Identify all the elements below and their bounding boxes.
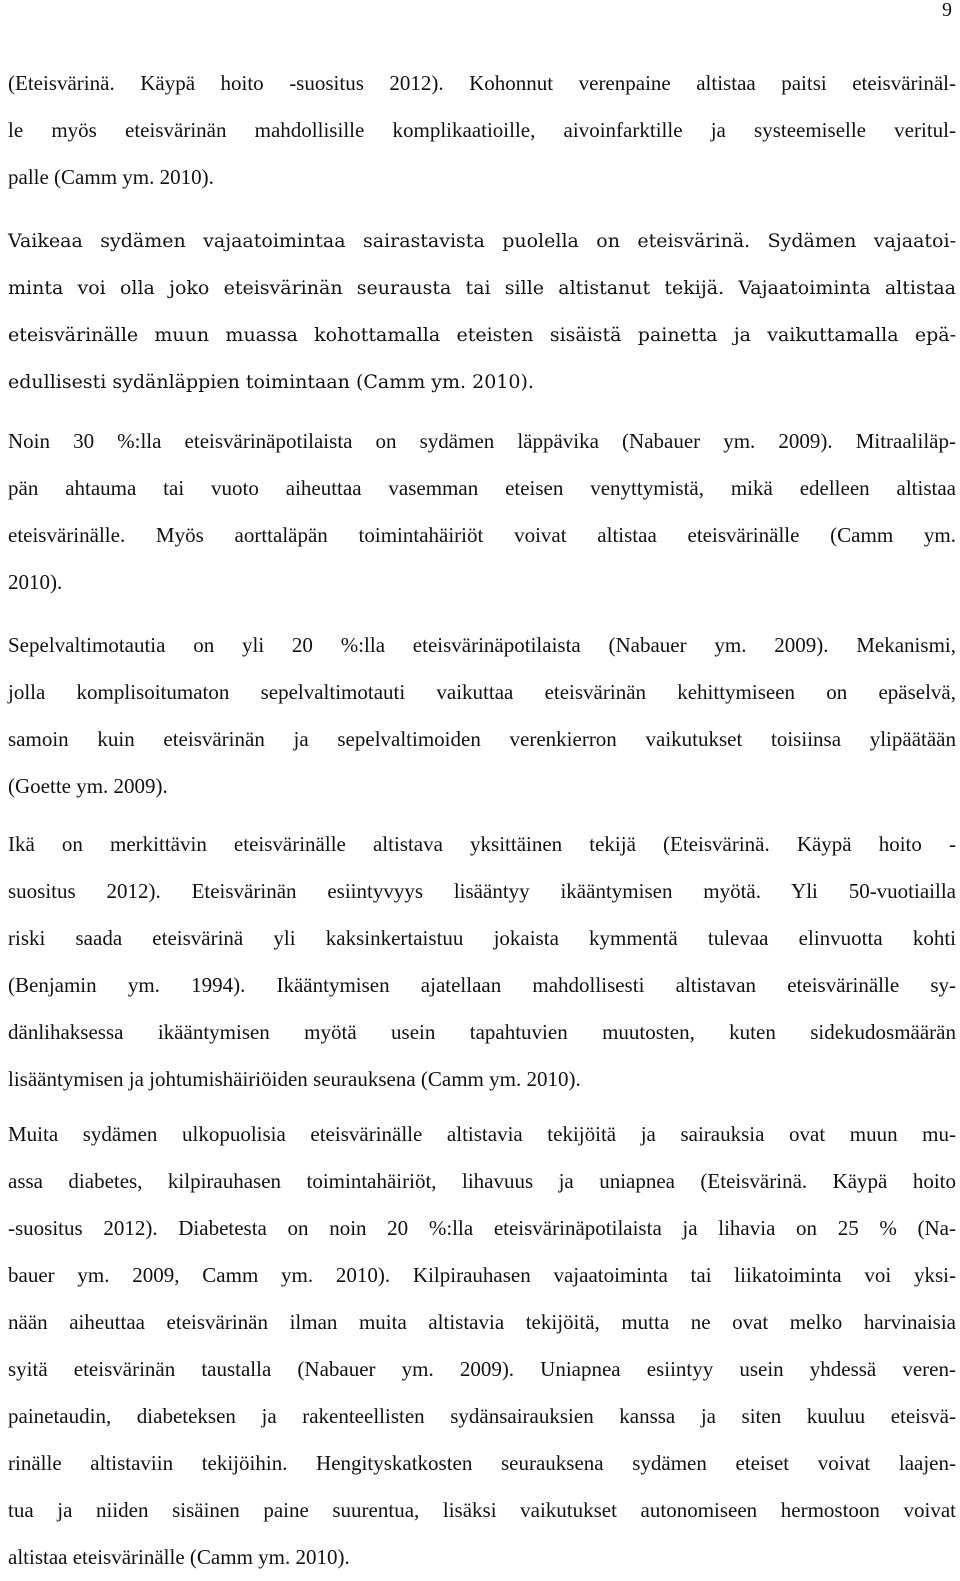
text-line: eteisvärinälle. Myös aorttaläpän toimintahäiriöt voivat altistaa eteisvärinälle (Camm ym. xyxy=(8,523,956,547)
text-line: tua ja niiden sisäinen paine suurentua, lisäksi vaikutukset autonomiseen hermostoon voivat xyxy=(8,1498,956,1522)
text-line: (Benjamin ym. 1994). Ikääntymisen ajatellaan mahdollisesti altistavan eteisvärinälle sy- xyxy=(8,973,956,997)
text-line: riski saada eteisvärinä yli kaksinkertaistuu jokaista kymmentä tulevaa elinvuotta kohti xyxy=(8,926,956,950)
text-line: samoin kuin eteisvärinän ja sepelvaltimoiden verenkierron vaikutukset toisiinsa ylipäätään xyxy=(8,727,956,751)
text-line: painetaudin, diabeteksen ja rakenteellisten sydänsairauksien kanssa ja siten kuuluu eteisvä- xyxy=(8,1404,956,1428)
text-line: pän ahtauma tai vuoto aiheuttaa vasemman eteisen venyttymistä, mikä edelleen altistaa xyxy=(8,476,956,500)
page-number: 9 xyxy=(942,0,952,21)
text-line: bauer ym. 2009, Camm ym. 2010). Kilpirauhasen vajaatoiminta tai liikatoiminta voi yksi- xyxy=(8,1263,956,1287)
text-line: Ikä on merkittävin eteisvärinälle altistava yksittäinen tekijä (Eteisvärinä. Käypä hoito - xyxy=(8,832,956,856)
text-line: minta voi olla joko eteisvärinän seurausta tai sille altistanut tekijä. Vajaatoiminta altistaa xyxy=(8,277,956,299)
paragraph-heart-failure xyxy=(8,218,956,406)
text-line: eteisvärinälle muun muassa kohottamalla eteisten sisäistä painetta ja vaikuttamalla epä- xyxy=(8,324,956,346)
text-line: Muita sydämen ulkopuolisia eteisvärinälle altistavia tekijöitä ja sairauksia ovat muun mu- xyxy=(8,1122,956,1146)
text-line: (Eteisvärinä. Käypä hoito -suositus 2012). Kohonnut verenpaine altistaa paitsi eteisvärinäl- xyxy=(8,71,956,95)
text-line: Vaikeaa sydämen vajaatoimintaa sairastavista puolella on eteisvärinä. Sydämen vajaatoi- xyxy=(8,230,956,252)
text-line: nään aiheuttaa eteisvärinän ilman muita altistavia tekijöitä, mutta ne ovat melko harvinaisia xyxy=(8,1310,956,1334)
text-line: altistaa eteisvärinälle (Camm ym. 2010). xyxy=(8,1545,350,1569)
text-line: le myös eteisvärinän mahdollisille komplikaatioille, aivoinfarktille ja systeemiselle veritul- xyxy=(8,118,956,142)
text-line: rinälle altistaviin tekijöihin. Hengityskatkosten seurauksena sydämen eteiset voivat laajen- xyxy=(8,1451,956,1475)
paragraph-hypertension xyxy=(8,60,956,201)
text-line: palle (Camm ym. 2010). xyxy=(8,165,214,189)
paragraph-valve-disease xyxy=(8,418,956,606)
text-line: edullisesti sydänläppien toimintaan (Camm ym. 2010). xyxy=(8,371,534,393)
text-line: assa diabetes, kilpirauhasen toimintahäiriöt, lihavuus ja uniapnea (Eteisvärinä. Käypä hoito xyxy=(8,1169,956,1193)
text-line: syitä eteisvärinän taustalla (Nabauer ym. 2009). Uniapnea esiintyy usein yhdessä veren- xyxy=(8,1357,956,1381)
paragraph-age xyxy=(8,821,956,1103)
text-line: Noin 30 %:lla eteisvärinäpotilaista on sydämen läppävika (Nabauer ym. 2009). Mitraaliläp- xyxy=(8,429,956,453)
text-line: -suositus 2012). Diabetesta on noin 20 %:lla eteisvärinäpotilaista ja lihavia on 25 % (Na- xyxy=(8,1216,956,1240)
text-line: dänlihaksessa ikääntymisen myötä usein tapahtuvien muutosten, kuten sidekudosmäärän xyxy=(8,1020,956,1044)
text-line: lisääntymisen ja johtumishäiriöiden seurauksena (Camm ym. 2010). xyxy=(8,1067,581,1091)
text-line: jolla komplisoitumaton sepelvaltimotauti vaikuttaa eteisvärinän kehittymiseen on epäselvä, xyxy=(8,680,956,704)
text-line: suositus 2012). Eteisvärinän esiintyvyys lisääntyy ikääntymisen myötä. Yli 50-vuotiailla xyxy=(8,879,956,903)
paragraph-other-risk-factors xyxy=(8,1111,956,1581)
text-line: Sepelvaltimotautia on yli 20 %:lla eteisvärinäpotilaista (Nabauer ym. 2009). Mekanismi, xyxy=(8,633,956,657)
text-line: (Goette ym. 2009). xyxy=(8,774,168,798)
text-line: 2010). xyxy=(8,570,63,594)
paragraph-coronary-disease xyxy=(8,622,956,810)
